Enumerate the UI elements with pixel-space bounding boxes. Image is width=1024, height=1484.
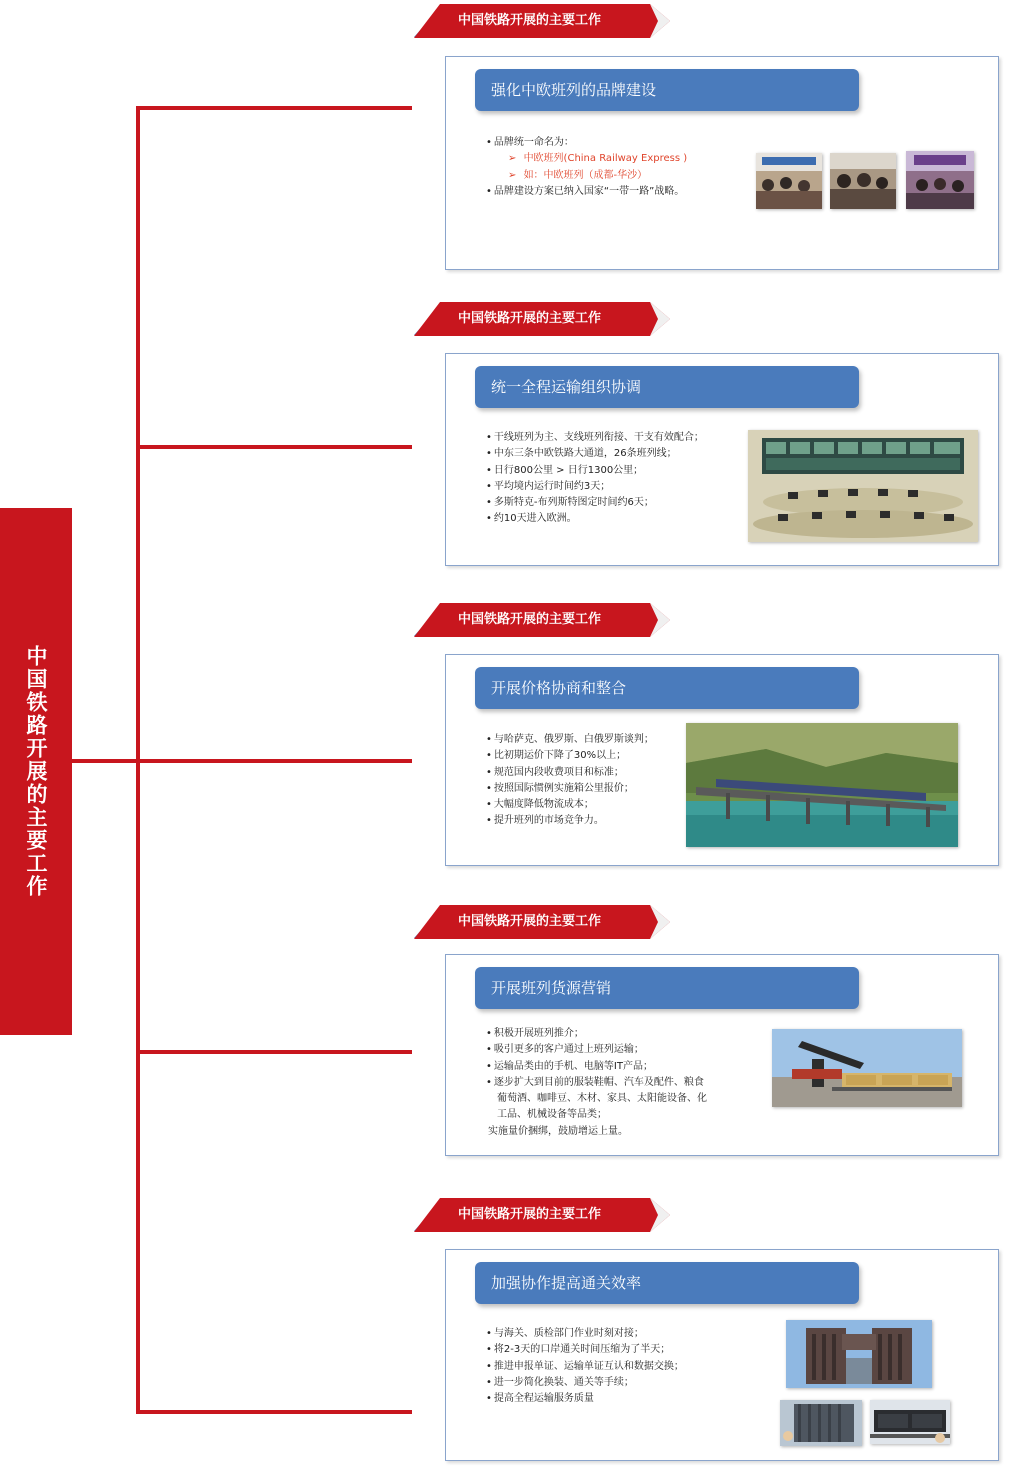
section-tag-3	[414, 603, 670, 637]
list-item: • 品牌统一命名为：	[486, 135, 687, 151]
section-tag-label: 中国铁路开展的主要工作	[458, 612, 602, 627]
list-item: ➢ 中欧班列(China Railway Express )	[486, 151, 687, 167]
list-item: • 中东三条中欧铁路大通道，26条班列线；	[486, 446, 704, 462]
conference-photo-1	[756, 153, 822, 209]
list-item: • 日行800公里 > 日行1300公里；	[486, 463, 704, 479]
connector-branch-2	[136, 445, 412, 449]
list-item: • 将2-3天的口岸通关时间压缩为了半天；	[486, 1342, 684, 1358]
main-topic-block	[0, 508, 72, 1035]
connector-branch-3	[136, 759, 412, 763]
section-tag-label: 中国铁路开展的主要工作	[458, 13, 602, 28]
list-item: • 积极开展班列推介；	[486, 1026, 707, 1042]
list-item: ➢ 如：中欧班列（成都-华沙）	[486, 168, 687, 184]
list-item: • 按照国际惯例实施箱公里报价；	[486, 781, 654, 797]
section-tag-label: 中国铁路开展的主要工作	[458, 914, 602, 929]
section-heading-2: 统一全程运输组织协调	[475, 366, 859, 408]
section-bullet-list-1	[486, 135, 687, 200]
section-card-5	[445, 1249, 999, 1461]
section-bullet-list-4	[486, 1026, 707, 1140]
connector-branch-5	[136, 1410, 412, 1414]
list-item: • 进一步简化换装、通关等手续；	[486, 1375, 684, 1391]
section-card-2	[445, 353, 999, 566]
section-bullet-list-5	[486, 1326, 684, 1407]
conference-photo-2	[830, 153, 896, 209]
section-card-1	[445, 56, 999, 270]
list-item: 工品、机械设备等品类；	[497, 1109, 607, 1121]
list-item: • 品牌建设方案已纳入国家“一带一路”战略。	[486, 184, 687, 200]
list-item: 葡萄酒、咖啡豆、木材、家具、太阳能设备、化	[497, 1093, 707, 1105]
list-item: • 干线班列为主、支线班列衔接、干支有效配合；	[486, 430, 704, 446]
list-item: • 规范国内段收费项目和标准；	[486, 765, 654, 781]
section-tag-2	[414, 302, 670, 336]
list-item: • 约10天进入欧洲。	[486, 511, 704, 527]
section-tag-1	[414, 4, 670, 38]
section-tag-4	[414, 905, 670, 939]
section-heading-1: 强化中欧班列的品牌建设	[475, 69, 859, 111]
container-photo	[780, 1400, 862, 1446]
connector-branch-4	[136, 1050, 412, 1054]
list-item: • 平均境内运行时间约3天；	[486, 479, 704, 495]
section-bullet-list-3	[486, 732, 654, 830]
section-card-4	[445, 954, 999, 1156]
control-room-photo	[748, 430, 978, 542]
list-item: • 运输品类由的手机、电脑等IT产品；	[486, 1059, 707, 1075]
list-item: • 比初期运价下降了30%以上；	[486, 748, 654, 764]
list-item: • 逐步扩大到目前的服装鞋帽、汽车及配件、粮食	[486, 1075, 707, 1091]
list-item: • 与海关、质检部门作业时刻对接；	[486, 1326, 684, 1342]
section-tag-label: 中国铁路开展的主要工作	[458, 311, 602, 326]
section-tag-label: 中国铁路开展的主要工作	[458, 1207, 602, 1222]
section-tag-5	[414, 1198, 670, 1232]
section-heading-4: 开展班列货源营销	[475, 967, 859, 1009]
list-item: • 提升班列的市场竞争力。	[486, 813, 654, 829]
connector-branch-1	[136, 106, 412, 110]
container-yard-photo	[772, 1029, 962, 1107]
list-item: • 吸引更多的客户通过上班列运输；	[486, 1042, 707, 1058]
port-building-photo	[786, 1320, 932, 1388]
train-wagon-photo	[870, 1400, 950, 1444]
conference-photo-3	[906, 151, 974, 209]
list-item: • 推进申报单证、运输单证互认和数据交换；	[486, 1359, 684, 1375]
list-item: • 大幅度降低物流成本；	[486, 797, 654, 813]
section-card-3	[445, 654, 999, 866]
section-heading-5: 加强协作提高通关效率	[475, 1262, 859, 1304]
list-item: • 提高全程运输服务质量	[486, 1391, 684, 1407]
list-item: • 多斯特克-布列斯特图定时间约6天；	[486, 495, 704, 511]
list-item: • 与哈萨克、俄罗斯、白俄罗斯谈判；	[486, 732, 654, 748]
section-bullet-list-2	[486, 430, 704, 528]
section-heading-3: 开展价格协商和整合	[475, 667, 859, 709]
list-item: 实施量价捆绑，鼓励增运上量。	[488, 1125, 628, 1137]
connector-stem	[72, 759, 138, 763]
main-topic-title: 中国铁路开展的主要工作	[24, 645, 48, 898]
railway-bridge-photo	[686, 723, 958, 847]
